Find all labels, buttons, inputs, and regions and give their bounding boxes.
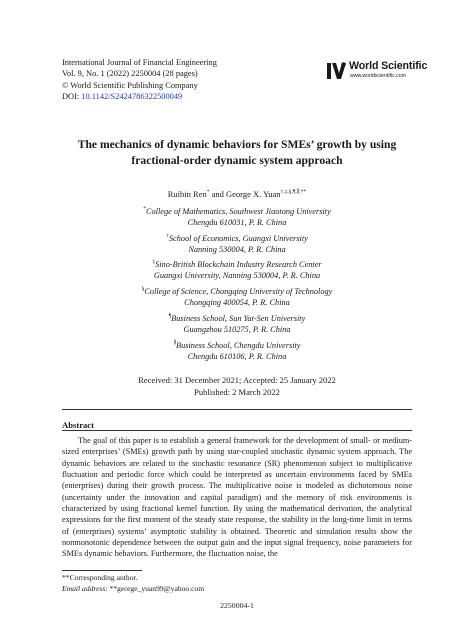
- publisher-name: World Scientific: [349, 60, 428, 72]
- journal-doi-line: [62, 91, 217, 102]
- abstract-body: [62, 435, 412, 560]
- affiliation-mark: ‡: [152, 259, 156, 265]
- email-line: [62, 583, 204, 594]
- author-2-marks: †,‡,§,¶,∥,**: [280, 189, 307, 196]
- affiliation-5: [0, 311, 474, 336]
- title-line-2: fractional-order dynamic system approach: [131, 153, 343, 167]
- publisher-logo: [327, 61, 439, 81]
- corresponding-author-note: **Corresponding author.: [62, 573, 138, 582]
- title-line-1: The mechanics of dynamic behaviors for SMEs’ growth by using: [77, 138, 397, 151]
- email-label: Email address: [62, 584, 106, 593]
- affiliation-line: School of Economics, Guangxi University: [168, 233, 308, 243]
- doi-prefix: DOI:: [62, 91, 82, 101]
- affiliation-line: Chongqing 400054, P. R. China: [184, 298, 290, 308]
- footnote-divider: [62, 570, 142, 571]
- doi-link[interactable]: 10.1142/S2424786322500049: [81, 91, 183, 101]
- article-title: [0, 137, 474, 168]
- affiliation-2: [0, 231, 474, 256]
- affiliation-mark: ¶: [168, 313, 172, 319]
- affiliation-mark: *: [143, 206, 146, 212]
- affiliation-line: Business School, Chengdu University: [176, 340, 301, 350]
- world-scientific-logo-icon: [327, 61, 347, 81]
- page-number: 2250004-1: [220, 601, 254, 610]
- author-2: George X. Yuan: [226, 189, 281, 199]
- affiliation-line: Sino-British Blockchain Industry Research Center: [155, 259, 322, 269]
- email-separator: :: [105, 584, 110, 593]
- affiliation-line: Chengdu 610106, P. R. China: [187, 352, 287, 362]
- affiliation-line: Nanning 530004, P. R. China: [188, 245, 286, 255]
- affiliation-line: College of Mathematics, Southwest Jiaotong University: [145, 206, 331, 216]
- affiliation-line: Guangzhou 510275, P. R. China: [183, 325, 291, 335]
- affiliation-line: College of Science, Chongqing University of Technology: [144, 286, 333, 296]
- article-dates: [0, 375, 474, 398]
- journal-header: [62, 57, 217, 102]
- author-line: [0, 189, 474, 199]
- abstract-text: The goal of this paper is to establish a general framework for the development of small- or medium-sized enterprises’ (SMEs) growth path by using star-coupled stochastic dynamic system approach. The dynamic behaviors are related to the stochastic resonance (SR) phenomenon subject to multiplicative fluctuation and periodic force which could be interpreted as uncertain environments faced by SMEs (enterprises) during their growth process. The multiplicative noise is modeled as dichotomous noise (uncertainty under the innovation and capital paradigm) and the memory of risk environments is characterized by using fractional kernel function. By using the mathematical derivation, the analytical expressions for the first moment of the steady state response, the stability in the long-time limit in terms of (enterprises) systems’ asymptotic stability is obtained. Theoretic and simulation results show the nonmonotonic dependence between the output gain and the input signal frequency, noise parameters for SMEs dynamic behaviors. Furthermore, the fluctuation noise, the: [62, 436, 412, 559]
- affiliation-line: Guangxi University, Nanning 530004, P. R. China: [153, 271, 321, 281]
- journal-name: International Journal of Financial Engineering: [62, 58, 217, 67]
- abstract-divider: [62, 430, 412, 431]
- author-connector: and: [209, 189, 227, 199]
- affiliation-line: Chengdu 610031, P. R. China: [187, 218, 287, 228]
- affiliation-4: [0, 284, 474, 309]
- abstract-heading: Abstract: [62, 420, 94, 430]
- received-accepted-date: Received: 31 December 2021; Accepted: 25 January 2022: [138, 375, 336, 385]
- publisher-website[interactable]: www.worldscientific.com: [350, 73, 406, 79]
- email-address[interactable]: **george_yuan99@yahoo.com: [109, 584, 205, 593]
- journal-copyright: © World Scientific Publishing Company: [62, 80, 198, 90]
- affiliation-mark: ∥: [173, 340, 177, 346]
- top-divider: [62, 409, 412, 410]
- journal-volume: Vol. 9, No. 1 (2022) 2250004 (28 pages): [62, 69, 198, 79]
- affiliation-6: [0, 338, 474, 363]
- affiliation-1: [0, 204, 474, 229]
- author-1: Ruibin Ren: [167, 189, 207, 199]
- affiliation-mark: §: [141, 286, 145, 292]
- author-1-mark: *: [206, 189, 210, 196]
- affiliation-line: Business School, Sun Yat-Sen University: [171, 313, 306, 323]
- affiliation-3: [0, 257, 474, 282]
- published-date: Published: 2 March 2022: [194, 386, 280, 397]
- affiliation-mark: †: [166, 233, 169, 239]
- footnote: [62, 572, 204, 594]
